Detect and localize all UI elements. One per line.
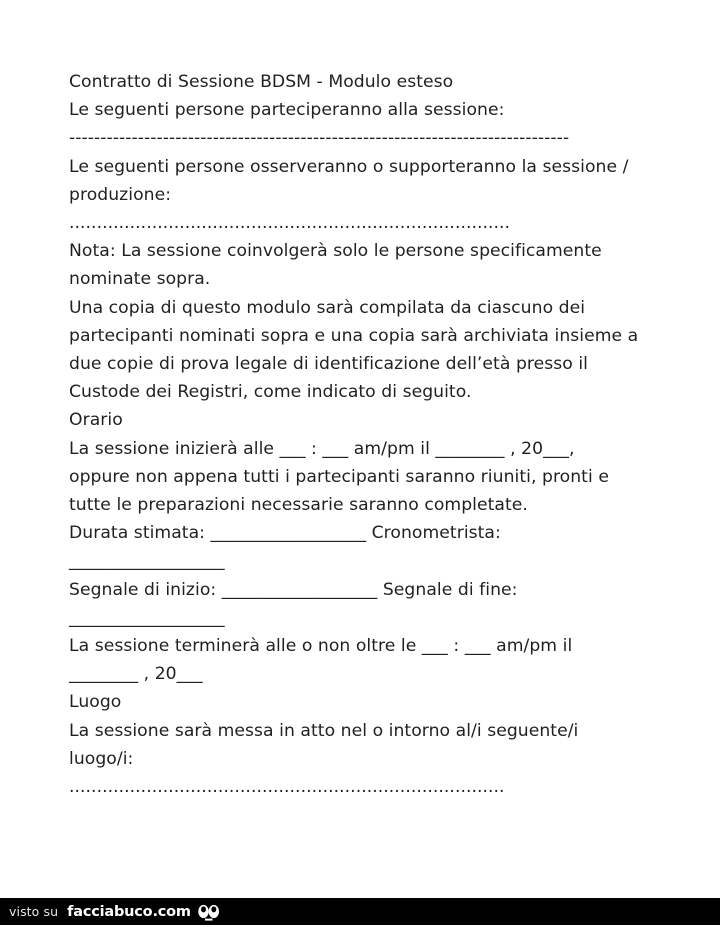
observers-prompt: Le seguenti persone osserveranno o supporteranno la sessione / produzione:	[69, 156, 629, 205]
document-title: Contratto di Sessione BDSM - Modulo esteso	[69, 72, 454, 92]
watermark-prefix-label: visto su	[9, 904, 59, 919]
watermark-brand-label: facciabuco.com	[67, 903, 191, 920]
location-dotted-rule: ...............................................................................	[69, 777, 505, 798]
document-body	[69, 68, 641, 801]
facciabuco-eyes-logo-icon	[196, 903, 222, 923]
participants-prompt: Le seguenti persone parteciperanno alla sessione:	[69, 100, 505, 121]
signal-line: Segnale di inizio: __________________ Segnale di fine: __________________	[69, 579, 518, 628]
start-time-continuation: oppure non appena tutti i partecipanti saranno riuniti, pronti e tutte le preparazioni necessarie saranno completate.	[69, 466, 609, 516]
estimated-duration-line: Durata stimata: __________________ Cronometrista: __________________	[69, 523, 501, 572]
participants-dashed-rule: --------------------------------------------------------------------------------	[69, 128, 570, 149]
end-time-line: La sessione terminerà alle o non oltre le ___ : ___ am/pm il ________ , 20___	[69, 636, 573, 685]
start-time-line: La sessione inizierà alle ___ : ___ am/pm il ________ , 20___,	[69, 438, 575, 459]
section-heading-orario: Orario	[69, 410, 123, 431]
location-prompt: La sessione sarà messa in atto nel o intorno al/i seguente/i luogo/i:	[69, 720, 579, 769]
session-note: Nota: La sessione coinvolgerà solo le persone specificamente nominate sopra.	[69, 241, 602, 290]
copies-and-records-paragraph: Una copia di questo modulo sarà compilata da ciascuno dei partecipanti nominati sopra e una copia sarà archiviata insieme a due copie di prova legale di identificazione dell’età presso il Custode dei Registri, come indicato di seguito.	[69, 297, 639, 403]
watermark-bar	[0, 898, 720, 925]
observers-dotted-rule: ................................................................................	[69, 213, 511, 234]
section-heading-luogo: Luogo	[69, 692, 122, 713]
